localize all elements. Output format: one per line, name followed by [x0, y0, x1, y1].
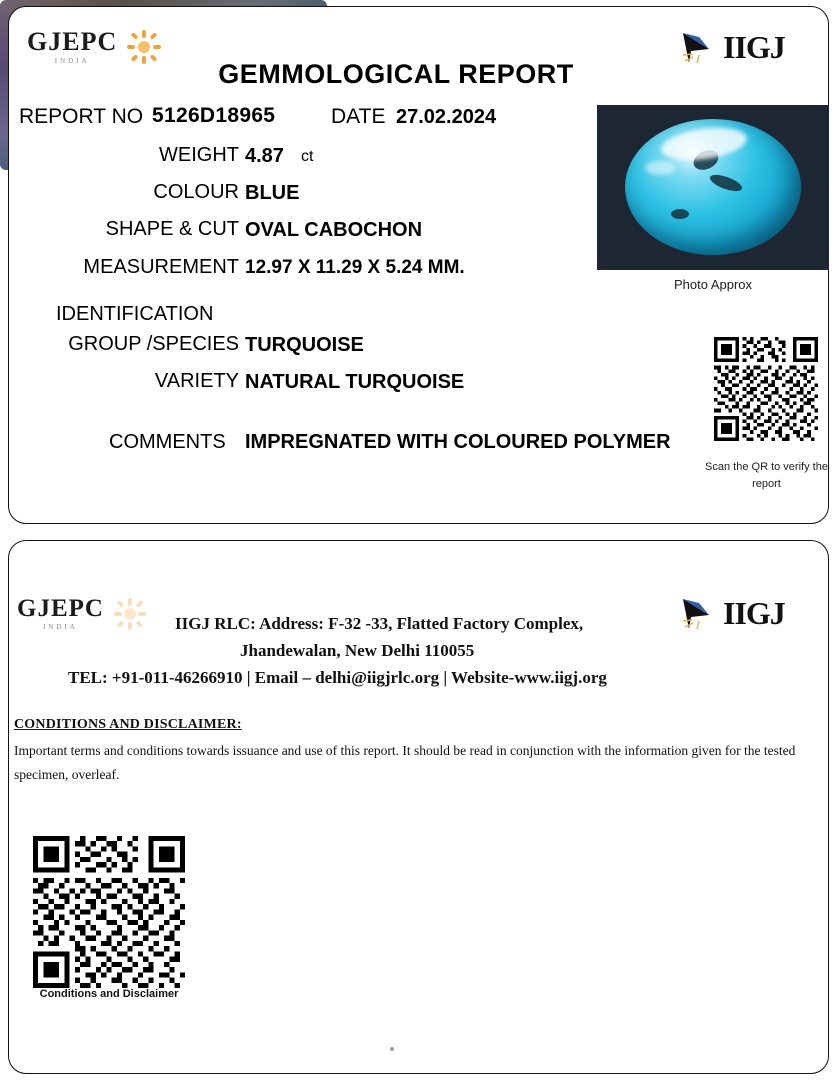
comments-label: COMMENTS [109, 431, 226, 453]
iigj-logo-back [679, 593, 785, 633]
gjepc-logo-back [17, 596, 146, 631]
gjepc-logo-subtext-back: INDIA [43, 623, 78, 631]
date-value: 27.02.2024 [396, 106, 497, 128]
gemstone-highlight [645, 161, 675, 175]
gemstone-photo [597, 105, 829, 270]
comments-value: IMPREGNATED WITH COLOURED POLYMER [245, 431, 671, 453]
measurement-value: 12.97 X 11.29 X 5.24 MM. [245, 257, 465, 278]
measurement-label: MEASUREMENT [83, 256, 239, 278]
address-line-1: IIGJ RLC: Address: F-32 -33, Flatted Factory Complex, [175, 614, 584, 633]
variety-value: NATURAL TURQUOISE [245, 371, 465, 393]
conditions-qr-code[interactable] [33, 836, 185, 988]
iigj-logo-text: IIGJ [723, 29, 785, 65]
report-no-value: 5126D18965 [152, 104, 276, 127]
gjepc-logo [27, 29, 161, 65]
report-no-label: REPORT NO [19, 105, 144, 128]
gjepc-sun-icon-back [114, 598, 146, 630]
page-title: GEMMOLOGICAL REPORT [218, 59, 574, 89]
contact-line: TEL: +91-011-46266910 | Email – delhi@iigjrlc.org | Website-www.iigj.org [68, 668, 607, 687]
weight-unit: ct [301, 148, 314, 165]
colour-label: COLOUR [153, 181, 239, 203]
iigj-logo-text-back: IIGJ [723, 595, 785, 631]
weight-value: 4.87 [245, 145, 284, 167]
shape-cut-value: OVAL CABOCHON [245, 219, 423, 241]
weight-label: WEIGHT [159, 144, 239, 166]
group-species-label: GROUP /SPECIES [68, 333, 239, 355]
gemstone-matrix-mark [671, 209, 689, 219]
colour-value: BLUE [245, 182, 300, 204]
variety-label: VARIETY [154, 370, 239, 392]
page-mark [390, 1047, 394, 1051]
report-front-card [8, 6, 829, 524]
gjepc-logo-text-back: GJEPC [17, 595, 104, 622]
group-species-value: TURQUOISE [245, 334, 364, 356]
conditions-qr-caption: Conditions and Disclaimer [39, 988, 179, 1000]
shape-cut-label: SHAPE & CUT [105, 218, 239, 240]
gjepc-logo-text: GJEPC [27, 27, 118, 56]
conditions-disclaimer-body: Important terms and conditions towards issuance and use of this report. It should be read in conjunction with the information given for the tested specimen, overleaf. [14, 743, 796, 782]
photo-caption: Photo Approx [673, 277, 753, 292]
verification-qr-code[interactable] [714, 337, 818, 441]
iigj-logo [679, 27, 785, 67]
identification-heading: IDENTIFICATION [56, 303, 214, 325]
conditions-disclaimer-title: CONDITIONS AND DISCLAIMER: [14, 717, 242, 732]
address-line-2: Jhandewalan, New Delhi 110055 [240, 641, 475, 660]
iigj-mark-icon-back [679, 593, 723, 633]
date-label: DATE [331, 105, 386, 128]
iigj-mark-icon [679, 27, 723, 67]
qr-front-caption: Scan the QR to verify the report [705, 461, 828, 490]
gjepc-sun-icon [127, 30, 161, 64]
gjepc-logo-subtext: INDIA [54, 57, 90, 65]
